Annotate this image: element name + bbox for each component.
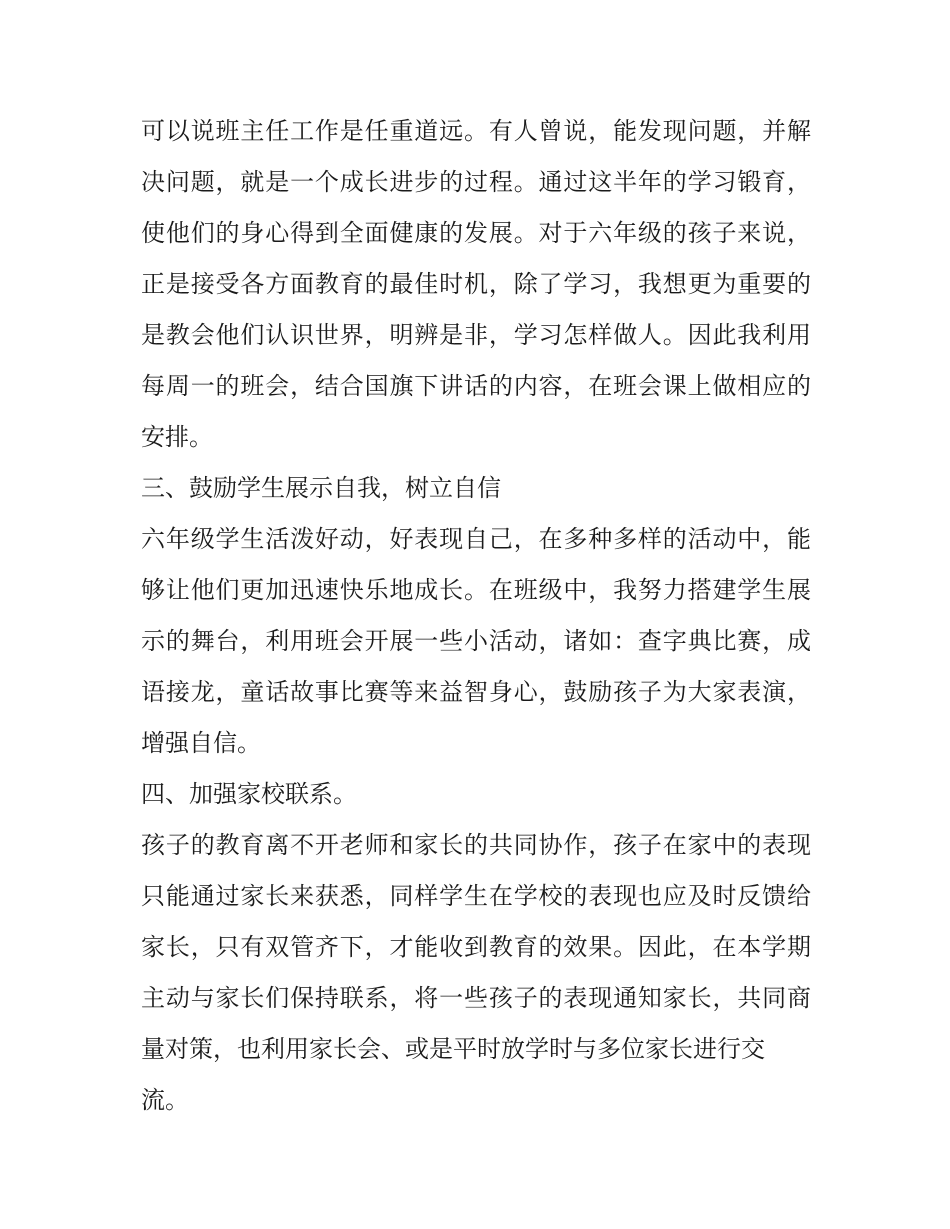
text-line: 决问题，就是一个成长进步的过程。通过这半年的学习锻育，: [141, 168, 811, 196]
text-line: 只能通过家长来获悉，同样学生在学校的表现也应及时反馈给: [141, 882, 811, 910]
text-line: 量对策，也利用家长会、或是平时放学时与多位家长进行交: [141, 1035, 765, 1063]
text-line: 正是接受各方面教育的最佳时机，除了学习，我想更为重要的: [141, 270, 811, 298]
text-line: 使他们的身心得到全面健康的发展。对于六年级的孩子来说，: [141, 219, 811, 247]
text-line: 够让他们更加迅速快乐地成长。在班级中，我努力搭建学生展: [141, 576, 811, 604]
text-line: 安排。: [141, 423, 213, 451]
text-line: 可以说班主任工作是任重道远。有人曾说，能发现问题，并解: [141, 117, 811, 145]
text-line: 家长，只有双管齐下，才能收到教育的效果。因此，在本学期: [141, 933, 811, 961]
section-heading: 三、鼓励学生展示自我，树立自信: [141, 474, 501, 502]
text-line: 孩子的教育离不开老师和家长的共同协作，孩子在家中的表现: [141, 831, 811, 859]
text-line: 主动与家长们保持联系，将一些孩子的表现通知家长，共同商: [141, 984, 811, 1012]
text-line: 流。: [141, 1086, 189, 1114]
text-line: 增强自信。: [141, 729, 261, 757]
document-body: [141, 106, 811, 1126]
section-heading: 四、加强家校联系。: [141, 780, 357, 808]
text-line: 六年级学生活泼好动，好表现自己，在多种多样的活动中，能: [141, 525, 811, 553]
text-line: 每周一的班会，结合国旗下讲话的内容，在班会课上做相应的: [141, 372, 811, 400]
text-line: 示的舞台，利用班会开展一些小活动，诸如：查字典比赛，成: [141, 627, 811, 655]
text-line: 语接龙，童话故事比赛等来益智身心，鼓励孩子为大家表演，: [141, 678, 811, 706]
text-line: 是教会他们认识世界，明辨是非，学习怎样做人。因此我利用: [141, 321, 811, 349]
